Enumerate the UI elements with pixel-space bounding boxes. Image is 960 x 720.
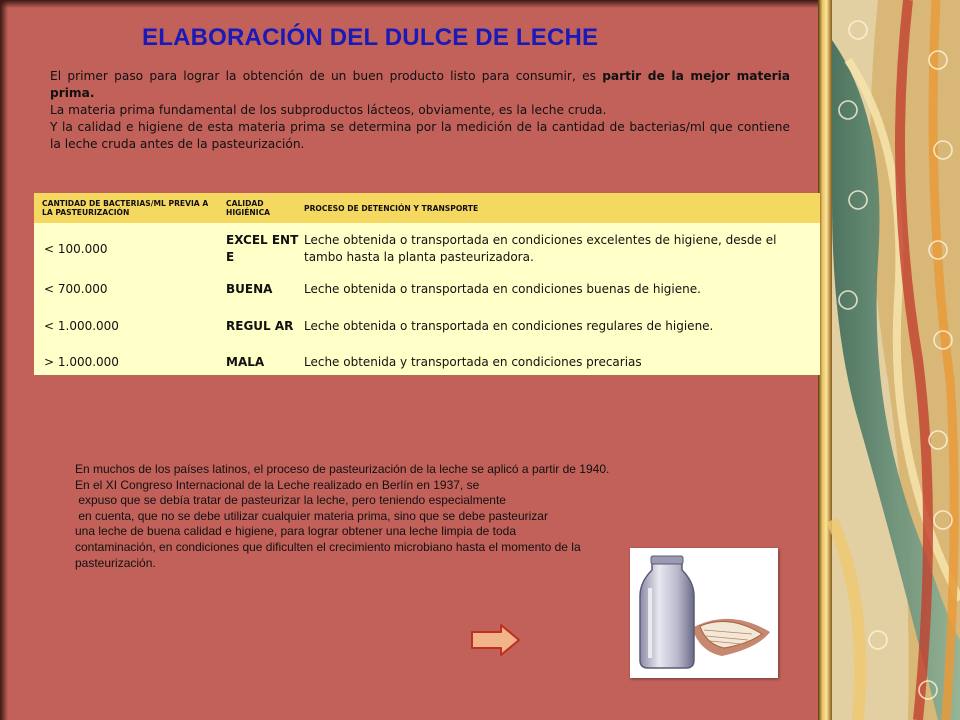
header-process: PROCESO DE DETENCIÓN Y TRANSPORTE (302, 193, 820, 223)
right-arrow-icon (471, 624, 521, 656)
cell-quality: EXCEL ENTE (226, 233, 299, 264)
cell-bacteria: < 100.000 (44, 241, 108, 256)
top-shadow (0, 0, 830, 8)
cell-quality: REGUL AR (226, 318, 294, 333)
history-line: contaminación, en condiciones que dificulten el crecimiento microbiano hasta el momento de la (75, 539, 581, 554)
header-quality: CALIDAD HIGIÉNICA (224, 193, 302, 223)
milk-bottle-illustration (630, 548, 778, 678)
page-title: ELABORACIÓN DEL DULCE DE LECHE (142, 24, 599, 51)
cell-process: Leche obtenida y transportada en condiciones precarias (304, 354, 642, 369)
table-row (34, 303, 820, 349)
header-bacteria: CANTIDAD DE BACTERIAS/ML PREVIA A LA PASTEURIZACIÓN (34, 193, 224, 223)
cell-bacteria: < 1.000.000 (44, 318, 119, 333)
cell-quality: MALA (226, 354, 265, 369)
milk-quality-table (34, 193, 820, 375)
next-button[interactable] (471, 624, 521, 660)
cell-process: Leche obtenida o transportada en condiciones buenas de higiene. (304, 281, 701, 296)
cell-bacteria: > 1.000.000 (44, 354, 119, 369)
intro-paragraph-1-text: El primer paso para lograr la obtención de un buen producto listo para consumir, es (50, 69, 603, 83)
history-line: pasteurización. (75, 555, 156, 570)
table-header-row (34, 193, 820, 223)
history-line: en cuenta, que no se debe utilizar cualquier materia prima, sino que se debe pasteurizar (75, 508, 548, 523)
decorative-border (818, 0, 960, 720)
history-line: En muchos de los países latinos, el proceso de pasteurización de la leche se aplicó a partir de 1940. (75, 462, 610, 476)
cell-process: Leche obtenida o transportada en condiciones excelentes de higiene, desde el tambo hasta la planta pasteurizadora. (304, 233, 777, 264)
cell-process: Leche obtenida o transportada en condiciones regulares de higiene. (304, 318, 714, 333)
intro-paragraph-1-emphasis: partir de la mejor materia prima. (50, 69, 790, 100)
history-text (75, 462, 675, 571)
table-row (34, 349, 820, 375)
history-line: expuso que se debía tratar de pasteurizar la leche, pero teniendo especialmente (75, 493, 506, 508)
decorative-pattern-icon (818, 0, 960, 720)
intro-paragraph-3: Y la calidad e higiene de esta materia prima se determina por la medición de la cantidad de bacterias/ml que contiene la leche cruda antes de la pasteurización. (50, 120, 790, 151)
cell-bacteria: < 700.000 (44, 281, 108, 296)
cell-quality: BUENA (226, 281, 273, 296)
intro-paragraph-1 (50, 68, 790, 102)
history-line: En el XI Congreso Internacional de la Leche realizado en Berlín en 1937, se (75, 477, 480, 492)
history-line: una leche de buena calidad e higiene, para lograr obtener una leche limpia de toda (75, 524, 516, 539)
intro-paragraph-2: La materia prima fundamental de los subproductos lácteos, obviamente, es la leche cruda. (50, 103, 607, 117)
table-row (34, 223, 820, 275)
table-row (34, 275, 820, 303)
left-shadow (0, 0, 8, 720)
milk-bottle-icon (630, 548, 778, 678)
intro-text (50, 68, 790, 153)
